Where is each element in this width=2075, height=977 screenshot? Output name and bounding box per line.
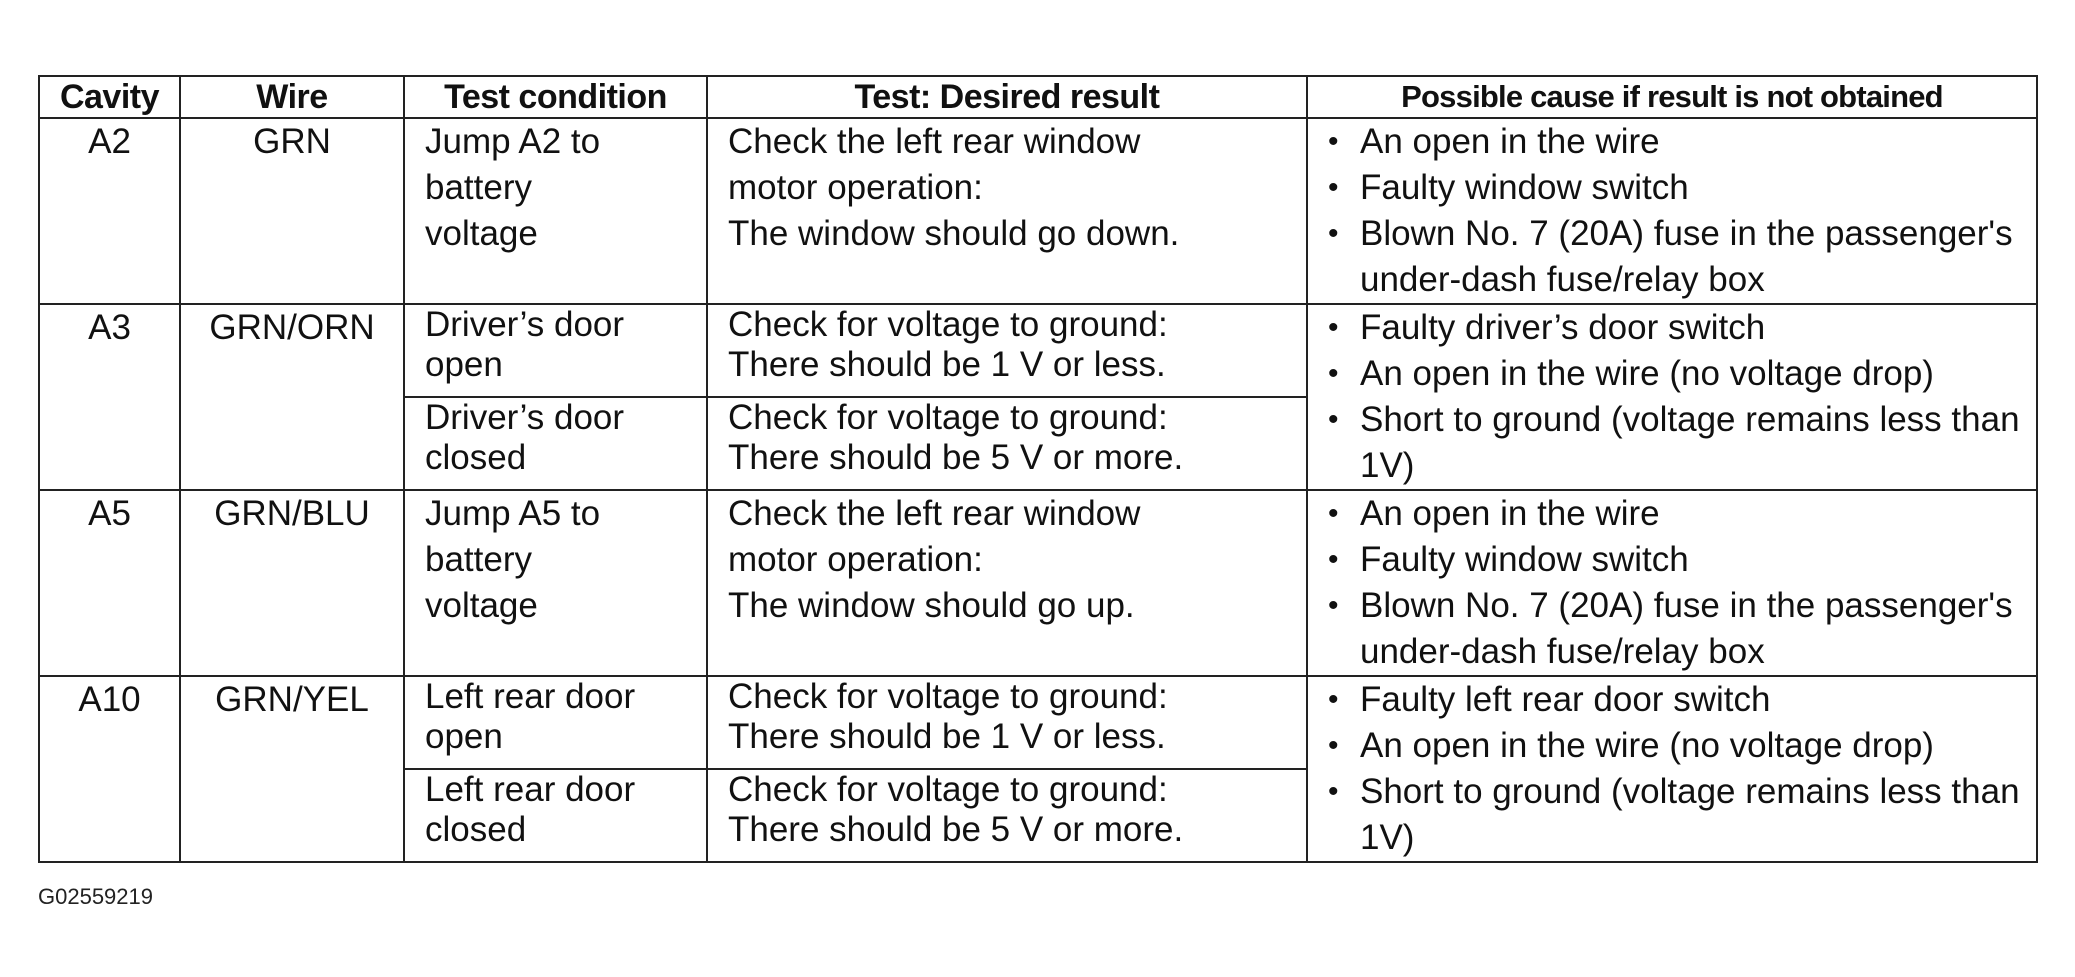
cause-item: • Short to ground (voltage remains less than 1V) [1328,769,2036,861]
cavity-cell: A3 [39,304,180,490]
condition-line: Driver’s door [425,398,625,437]
cause-list [1308,677,2036,861]
condition-line: voltage [425,214,538,253]
wire-cell: GRN/YEL [180,676,404,862]
result-line: Check the left rear window [728,122,1141,161]
result-line: Check for voltage to ground: [728,677,1168,716]
cause-item: • Faulty driver’s door switch [1328,305,2036,351]
result-line: motor operation: [728,168,983,207]
cause-cell [1307,490,2037,676]
condition-line: Jump A2 to [425,122,601,161]
result-cell [707,769,1307,862]
result-line: There should be 1 V or less. [728,717,1166,756]
result-line: There should be 5 V or more. [728,810,1184,849]
condition-line: open [425,345,503,384]
condition-cell [404,304,707,397]
condition-line: Driver’s door [425,305,625,344]
cause-item: • Short to ground (voltage remains less than 1V) [1328,397,2036,489]
condition-cell [404,397,707,490]
cause-item: • Faulty left rear door switch [1328,677,2036,723]
cause-list [1308,305,2036,489]
result-line: There should be 5 V or more. [728,438,1184,477]
table-row-a5 [39,490,2037,676]
test-table-container [38,75,2036,863]
condition-line: Jump A5 to [425,494,601,533]
header-possible-cause: Possible cause if result is not obtained [1307,76,2037,118]
cause-item: • An open in the wire [1328,491,2036,537]
result-cell [707,397,1307,490]
result-line: The window should go up. [728,586,1135,625]
table-row-a10 [39,676,2037,769]
cavity-cell: A2 [39,118,180,304]
wire-cell: GRN/BLU [180,490,404,676]
cause-item: • Blown No. 7 (20A) fuse in the passenger's under-dash fuse/relay box [1328,211,2036,303]
condition-line: Left rear door [425,677,636,716]
condition-line: closed [425,438,527,477]
result-line: Check for voltage to ground: [728,305,1168,344]
condition-line: Left rear door [425,770,636,809]
result-cell [707,304,1307,397]
result-line: Check the left rear window [728,494,1141,533]
header-test-condition: Test condition [404,76,707,118]
table-row-a3 [39,304,2037,397]
condition-line: voltage [425,586,538,625]
result-line: Check for voltage to ground: [728,398,1168,437]
table-row-a2 [39,118,2037,304]
result-line: The window should go down. [728,214,1180,253]
wire-cell: GRN/ORN [180,304,404,490]
condition-cell [404,676,707,769]
header-row [39,76,2037,118]
cause-item: • Faulty window switch [1328,165,2036,211]
cavity-cell: A10 [39,676,180,862]
condition-line: closed [425,810,527,849]
cause-item: • An open in the wire (no voltage drop) [1328,723,2036,769]
cause-cell [1307,118,2037,304]
condition-cell [404,490,707,676]
cause-list [1308,119,2036,303]
condition-cell [404,118,707,304]
result-line: There should be 1 V or less. [728,345,1166,384]
cause-list [1308,491,2036,675]
wire-cell: GRN [180,118,404,304]
result-cell [707,490,1307,676]
figure-id: G02559219 [38,884,153,909]
result-line: motor operation: [728,540,983,579]
cause-item: • An open in the wire (no voltage drop) [1328,351,2036,397]
condition-line: open [425,717,503,756]
cause-item: • Faulty window switch [1328,537,2036,583]
cause-cell [1307,676,2037,862]
condition-line: battery [425,540,532,579]
cavity-cell: A5 [39,490,180,676]
result-cell [707,676,1307,769]
condition-line: battery [425,168,532,207]
result-cell [707,118,1307,304]
cause-cell [1307,304,2037,490]
cause-item: • Blown No. 7 (20A) fuse in the passenger's under-dash fuse/relay box [1328,583,2036,675]
header-wire: Wire [180,76,404,118]
header-cavity: Cavity [39,76,180,118]
header-desired-result: Test: Desired result [707,76,1307,118]
condition-cell [404,769,707,862]
result-line: Check for voltage to ground: [728,770,1168,809]
circuit-test-table [38,75,2038,863]
cause-item: • An open in the wire [1328,119,2036,165]
